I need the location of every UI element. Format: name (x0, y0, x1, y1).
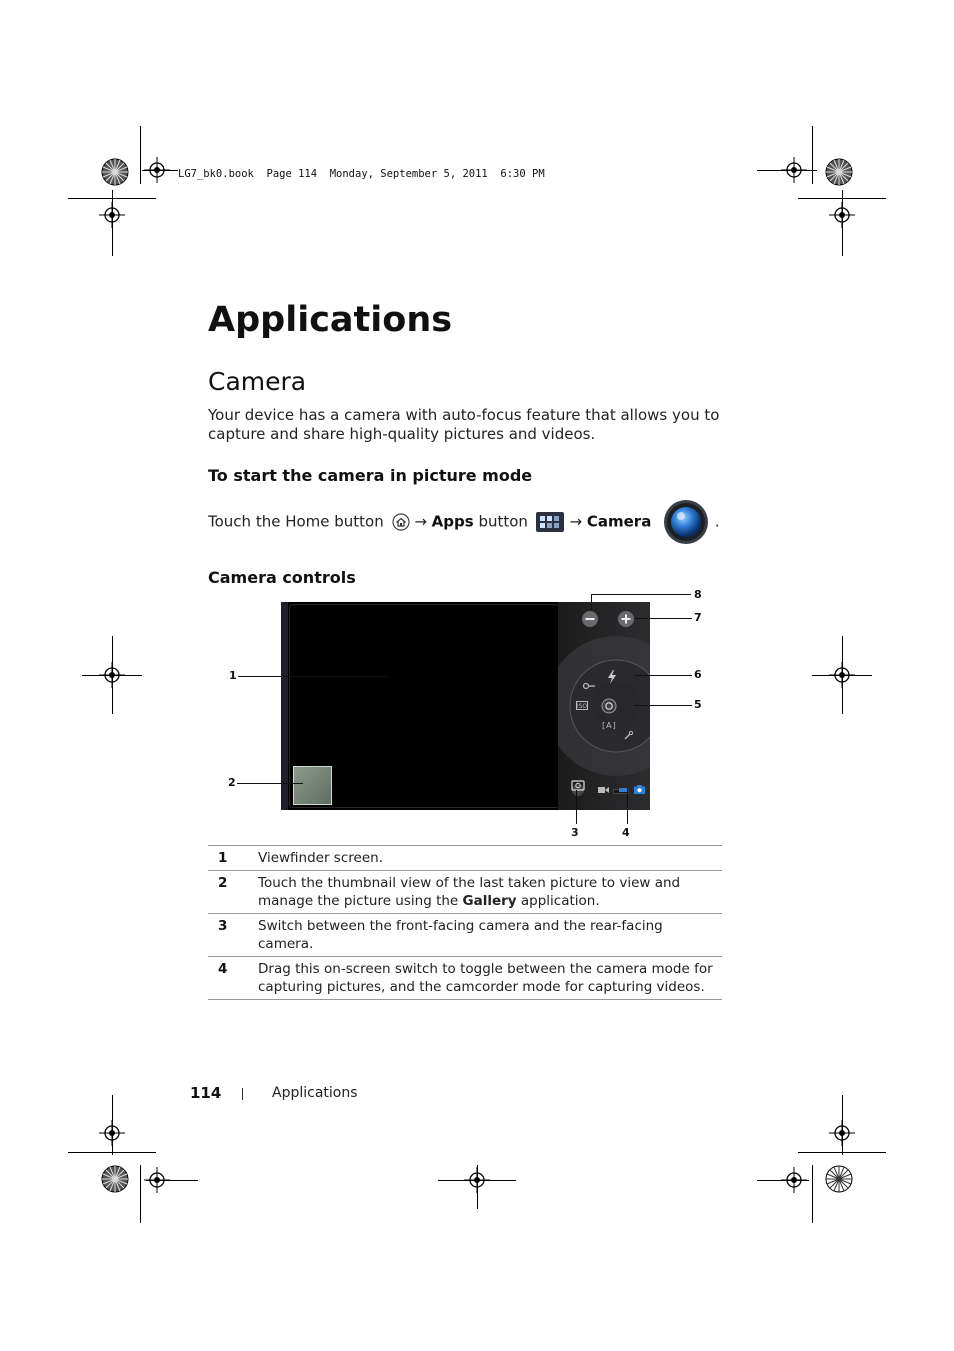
leader-line-6 (635, 675, 692, 676)
registration-mark-icon (464, 1167, 490, 1193)
controls-heading: Camera controls (208, 568, 356, 587)
home-icon (392, 513, 410, 531)
callout-7: 7 (694, 611, 702, 624)
footer-section: Applications (272, 1085, 358, 1101)
row-number: 3 (208, 914, 258, 957)
row-number: 2 (208, 871, 258, 914)
table-row (208, 871, 722, 914)
table-row (208, 846, 722, 871)
last-picture-thumbnail[interactable] (293, 766, 332, 805)
page-number: 114 (190, 1084, 222, 1102)
callout-6: 6 (694, 668, 702, 681)
footer-divider (242, 1088, 243, 1100)
callout-4: 4 (622, 826, 630, 839)
color-bar-mark-icon (101, 1165, 129, 1193)
table-row (208, 914, 722, 957)
shutter-icon[interactable] (601, 698, 617, 714)
controls-table (208, 845, 722, 1000)
zoom-out-icon[interactable] (581, 610, 599, 628)
row-text: application. (516, 893, 600, 909)
registration-mark-icon (781, 157, 807, 183)
color-bar-mark-icon (101, 158, 129, 186)
camera-app-icon (662, 498, 710, 546)
gallery-term: Gallery (462, 893, 517, 909)
camera-screenshot (281, 602, 650, 810)
mode-switch-thumb[interactable] (619, 788, 627, 792)
leader-line-2 (237, 783, 303, 784)
leader-line-3 (576, 790, 577, 824)
section-title: Camera (208, 367, 307, 396)
row-description (258, 871, 722, 914)
camera-icon[interactable] (634, 785, 645, 794)
row-number: 4 (208, 957, 258, 1000)
registration-mark-icon (99, 202, 125, 228)
scene-mode-label[interactable]: [A] (602, 721, 617, 730)
color-bar-mark-icon (825, 158, 853, 186)
apps-label: Apps (431, 512, 474, 531)
camera-switch-icon[interactable] (569, 778, 587, 796)
color-bar-mark-icon (825, 1165, 853, 1193)
row-description: Viewfinder screen. (258, 846, 722, 871)
callout-2: 2 (228, 776, 236, 789)
apps-grid-icon (536, 512, 564, 532)
leader-line-4 (627, 789, 628, 824)
step-end: . (714, 512, 720, 531)
wrench-icon[interactable] (624, 731, 633, 740)
zoom-in-icon[interactable] (617, 610, 635, 628)
arrow: → (414, 512, 427, 531)
key-icon[interactable] (583, 682, 595, 690)
registration-mark-icon (781, 1167, 807, 1193)
table-row (208, 957, 722, 1000)
print-header: LG7_bk0.book Page 114 Monday, September 5, 2011 6:30 PM (178, 168, 545, 180)
row-text: Touch the thumbnail view of the last taken picture to view and manage the picture using the (258, 875, 681, 909)
registration-mark-icon (829, 202, 855, 228)
callout-3: 3 (571, 826, 579, 839)
callout-8: 8 (694, 588, 702, 601)
control-panel (558, 602, 650, 810)
step-prefix: Touch the Home button (208, 512, 384, 531)
intro-paragraph: Your device has a camera with auto-focus feature that allows you to capture and share high-quality pictures and videos. (208, 406, 720, 443)
leader-line-5 (634, 705, 692, 706)
leader-line-7 (634, 618, 692, 619)
camera-label: Camera (586, 512, 652, 531)
procedure-step (208, 512, 720, 532)
video-icon[interactable] (598, 786, 609, 794)
leader-line-8-drop (591, 594, 592, 610)
svg-text:ISO: ISO (576, 703, 588, 710)
registration-mark-icon (99, 662, 125, 688)
side-strip (281, 602, 288, 810)
row-description: Drag this on-screen switch to toggle between the camera mode for capturing pictures, and the camcorder mode for capturing videos. (258, 957, 722, 1000)
leader-line-1 (238, 676, 388, 677)
registration-mark-icon (99, 1120, 125, 1146)
flash-icon[interactable] (607, 670, 617, 684)
registration-mark-icon (829, 662, 855, 688)
arrow: → (569, 512, 583, 531)
settings-icon[interactable] (576, 701, 588, 710)
registration-mark-icon (144, 157, 170, 183)
callout-1: 1 (229, 669, 237, 682)
callout-5: 5 (694, 698, 702, 711)
chapter-title: Applications (208, 300, 453, 340)
row-description: Switch between the front-facing camera and the rear-facing camera. (258, 914, 722, 957)
row-number: 1 (208, 846, 258, 871)
leader-line-8 (591, 594, 691, 595)
registration-mark-icon (829, 1120, 855, 1146)
procedure-heading: To start the camera in picture mode (208, 466, 533, 485)
button-word: button (478, 512, 528, 531)
registration-mark-icon (144, 1167, 170, 1193)
